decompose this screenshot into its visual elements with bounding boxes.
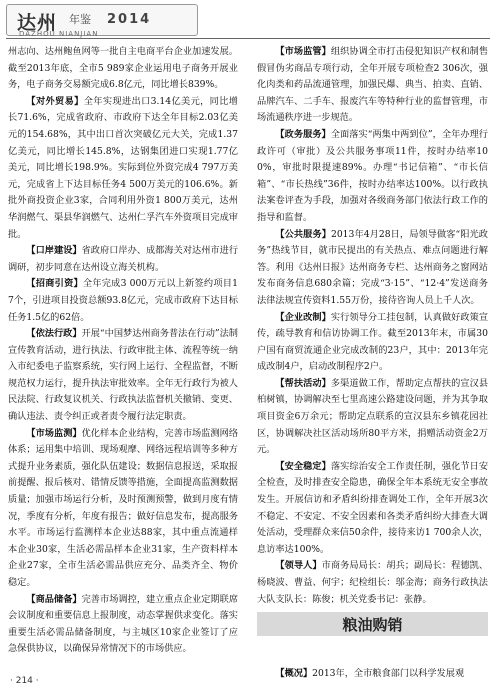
overview-text: 2013年，全市粮食部门以科学发展观 bbox=[312, 668, 465, 679]
overview-label: 【概况】 bbox=[275, 668, 313, 679]
paragraph-text: 多渠道做工作，帮助定点帮扶的宣汉县柏树镇，协调解决至七里高速公路建设问题，并为其争取项目资金6万余元；帮助定点联系的宣汉县东乡镇花园社区，协调解决社区活动场所80平方米，捐赠活动资金2万元。 bbox=[257, 377, 489, 456]
paragraph-label: 【安全稳定】 bbox=[275, 460, 331, 472]
paragraph bbox=[8, 243, 238, 276]
paragraph-label: 【对外贸易】 bbox=[26, 95, 84, 107]
paragraph-text: 全年完成3 000万元以上新签约项目17个，引进项目投资总额93.8亿元，完成市政府下达目标任务1.5亿的62倍。 bbox=[8, 278, 238, 323]
paragraph-text: 开展“中国梦达州商务普法在行动”法制宣传教育活动，进行执法、行政审批主体、流程等统一纳入市纪委电子监察系统，实行网上运行、全程监督，不断规范权力运行，提升执法审批效率。全年无行政行为被人民法院、行政复议机关、行政执法监督机关撤销、变更、确认违法、责令纠正或者责令履行法定职责。 bbox=[8, 328, 238, 423]
right-column bbox=[257, 44, 488, 608]
yearbook-pinyin: DAZHOU NIANJIAN bbox=[19, 30, 99, 38]
paragraph-text: 完善市场调控，建立重点企业定期联席会议制度和重要信息上报制度，动态掌握供求变化。落实重要生活必需品储备制度，与主城区10家企业签订了应急保供协议，以确保异常情况下的市场供应。 bbox=[8, 593, 239, 655]
paragraph-text: 全面落实“两集中两到位”，全年办理行政许可（审批）及公共服务事项11件，按时办结率100%，审批时限提速89%。办理“书记信箱”、“市长信箱”、“市长热线”36件，按时办结率达100%。以行政执法案卷评查为手段，加强对各级商务部门依法行政工作的指导和监督。 bbox=[257, 128, 488, 223]
paragraph-label: 【企业改制】 bbox=[275, 311, 331, 323]
paragraph bbox=[257, 127, 488, 227]
paragraph-text: 州志向、达州鲍鱼网等一批自主电商平台企业加速发展。截至2013年底，全市5 989家企业运用电子商务开展业务，电子商务交易额完成6.8亿元，同比增长839%。 bbox=[8, 46, 238, 91]
paragraph-text: 优化样本企业结构，完善市场监测网络体系；运用集中培训、现场观摩、网络远程培训等多种方式提升业务素质，强化队伍建设；数据信息报送，采取报前提醒、报后核对、错情反馈等措施，全面提高监测数据质量；加强市场运行分析，及时预测预警，做到月度有情况，季度有分析，年度有报告；做好信息发布，提高服务水平。市场运行监测样本企业达88家，其中重点流通样本企业30家，生活必需品样本企业31家，生产资料样本企业27家，全市生活必需品供应充分、品类齐全、物价稳定。 bbox=[8, 427, 239, 588]
paragraph bbox=[257, 310, 488, 376]
paragraph-label: 【政务服务】 bbox=[275, 128, 331, 140]
paragraph bbox=[257, 558, 488, 608]
paragraph-label: 【市场监管】 bbox=[275, 46, 331, 57]
header-rule bbox=[6, 38, 490, 39]
paragraph-text: 全年实现进出口3.14亿美元，同比增长71.6%，完成省政府、市政府下达全年目标2.03亿美元的154.68%，其中出口首次突破亿元大关，完成1.37亿美元，同比增长145.8%，达钢集团进口实现1.77亿美元，同比增长198.9%。实际到位外资完成4 797万美元，完成省上下达目标任务4 500万美元的106.6%。新批外商投资企业3家，合同利用外资1 800万美元，达州华润燃气、渠县华润燃气、达州仁孚汽车外资项目完成审批。 bbox=[8, 95, 238, 240]
paragraph-text: 市商务局局长：胡兵；副局长：程德凯、杨晓波、曹益、何宇；纪检组长：邬金海；商务行政执法大队支队长：陈俊；机关党委书记：张静。 bbox=[257, 560, 489, 605]
overview-paragraph bbox=[257, 666, 488, 683]
paragraph-label: 【招商引资】 bbox=[26, 278, 83, 290]
paragraph bbox=[8, 426, 238, 592]
paragraph-text: 省政府口岸办、成都海关对达州市进行调研，初步同意在达州设立海关机构。 bbox=[8, 245, 239, 273]
paragraph-label: 【口岸建设】 bbox=[26, 245, 82, 257]
paragraph bbox=[8, 94, 238, 243]
paragraph bbox=[257, 44, 488, 127]
paragraph bbox=[8, 276, 238, 326]
yearbook-year: 2014 bbox=[107, 12, 152, 27]
paragraph-text: 2013年4月28日，局领导做客“阳光政务”热线节目，就市民提出的有关热点、难点问题进行解答。利用《达州日报》达州商务专栏、达州商务之窗网站发布商务信息680余篇；完成“3·15”、“12·4”发送商务法律法规宣传资料1.55万份，接待咨询人员上千人次。 bbox=[257, 228, 488, 306]
paragraph bbox=[257, 459, 488, 559]
paragraph-label: 【依法行政】 bbox=[26, 328, 82, 340]
yearbook-label: 年鉴 bbox=[69, 13, 91, 26]
paragraph-label: 【商品储备】 bbox=[26, 593, 82, 605]
paragraph-text: 落实综治安全工作责任制，强化节日安全检查，及时排查安全隐患，确保全年本系统无安全事故发生。开展信访和矛盾纠纷排查调处工作，全年开展3次不稳定、不安定、不安全因素和各类矛盾纠纷大排查大调处活动，受理群众来信50余件，接待来访1 700余人次，息访率达100%。 bbox=[257, 460, 489, 555]
paragraph bbox=[8, 326, 238, 426]
masthead bbox=[6, 4, 198, 36]
section-title: 粮油购销 bbox=[342, 616, 403, 634]
paragraph-text: 组织协调全市打击侵犯知识产权和制售假冒伪劣商品专项行动，全年开展专项检查2 306次，强化肉类和药品流通管理，加强民爆、典当、拍卖、直销、品牌汽车、二手车、报废汽车等特种行业的监督管理，市场流通秩序进一步规范。 bbox=[257, 46, 489, 124]
paragraph bbox=[257, 376, 488, 459]
page-number: · 214 · bbox=[10, 676, 39, 686]
page-header bbox=[0, 0, 496, 40]
paragraph-label: 【市场监测】 bbox=[26, 427, 82, 439]
left-column bbox=[8, 44, 238, 658]
paragraph-text: 实行领导分工挂包制，认真做好政策宣传，疏导教育和信访协调工作。截至2013年末，市属30户国有商贸流通企业完成改制的23户，其中：2013年完成改制4户，启动改制程序2户。 bbox=[257, 311, 489, 373]
paragraph-label: 【帮扶活动】 bbox=[275, 377, 331, 389]
yearbook-title: 达州 bbox=[17, 12, 58, 34]
section-heading-band bbox=[257, 612, 488, 636]
paragraph-label: 【领导人】 bbox=[275, 560, 322, 572]
paragraph-label: 【公共服务】 bbox=[275, 228, 331, 240]
paragraph bbox=[257, 227, 488, 310]
paragraph bbox=[8, 44, 238, 94]
paragraph bbox=[8, 592, 238, 658]
